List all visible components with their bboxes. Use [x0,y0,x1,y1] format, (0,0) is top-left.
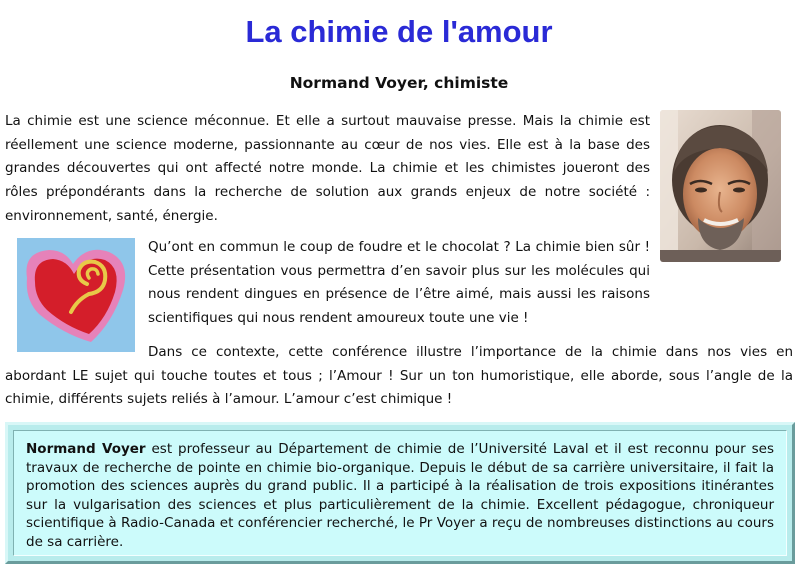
bio-box [5,422,795,564]
bio-text: est professeur au Département de chimie de l’Université Laval et il est reconnu pour ses travaux de recherche de pointe en chimie bio-organique. Depuis le début de sa carrière universitaire, il fait la promotion des sciences auprès du grand public. Il a participé à la réalisation de trois expositions itinérantes sur la vulgarisation des sciences et plus particulièrement de la chimie. Excellent pédagogue, chroniqueur scientifique à Radio-Canada et conférencier recherché, le Pr Voyer a reçu de nombreuses distinctions au cours de sa carrière. [26,441,774,550]
page-subtitle: Normand Voyer, chimiste [289,74,509,92]
bio-panel [13,430,787,556]
portrait-photo [660,110,781,262]
intro-paragraph: La chimie est une science méconnue. Et elle a surtout mauvaise presse. Mais la chimie est réellement une science moderne, passionnante au cœur de nos vies. Elle est à la base des grandes découvertes qui ont affecté notre monde. La chimie et les chimistes joueront des rôles prépondérants dans la recherche de solution aux grands enjeux de notre société : environnement, santé, énergie. [5,113,650,224]
question-paragraph: Qu’ont en commun le coup de foudre et le chocolat ? La chimie bien sûr ! Cette présentation vous permettra d’en savoir plus sur les molécules qui nous rendent dingues en présence de l’être aimé, mais aussi les raisons scientifiques qui nous rendent amoureux toute une vie ! [148,239,650,327]
bio-paragraph [26,440,774,552]
heart-image [17,238,135,352]
page-title: La chimie de l'amour [245,14,553,49]
bio-name: Normand Voyer [26,441,146,457]
context-paragraph: Dans ce contexte, cette conférence illustre l’importance de la chimie dans nos vies en abordant LE sujet qui touche toutes et tous ; l’Amour ! Sur un ton humoristique, elle aborde, sous l’angle de la chimie, différents sujets reliés à l’amour. L’amour c’est chimique ! [5,344,793,408]
